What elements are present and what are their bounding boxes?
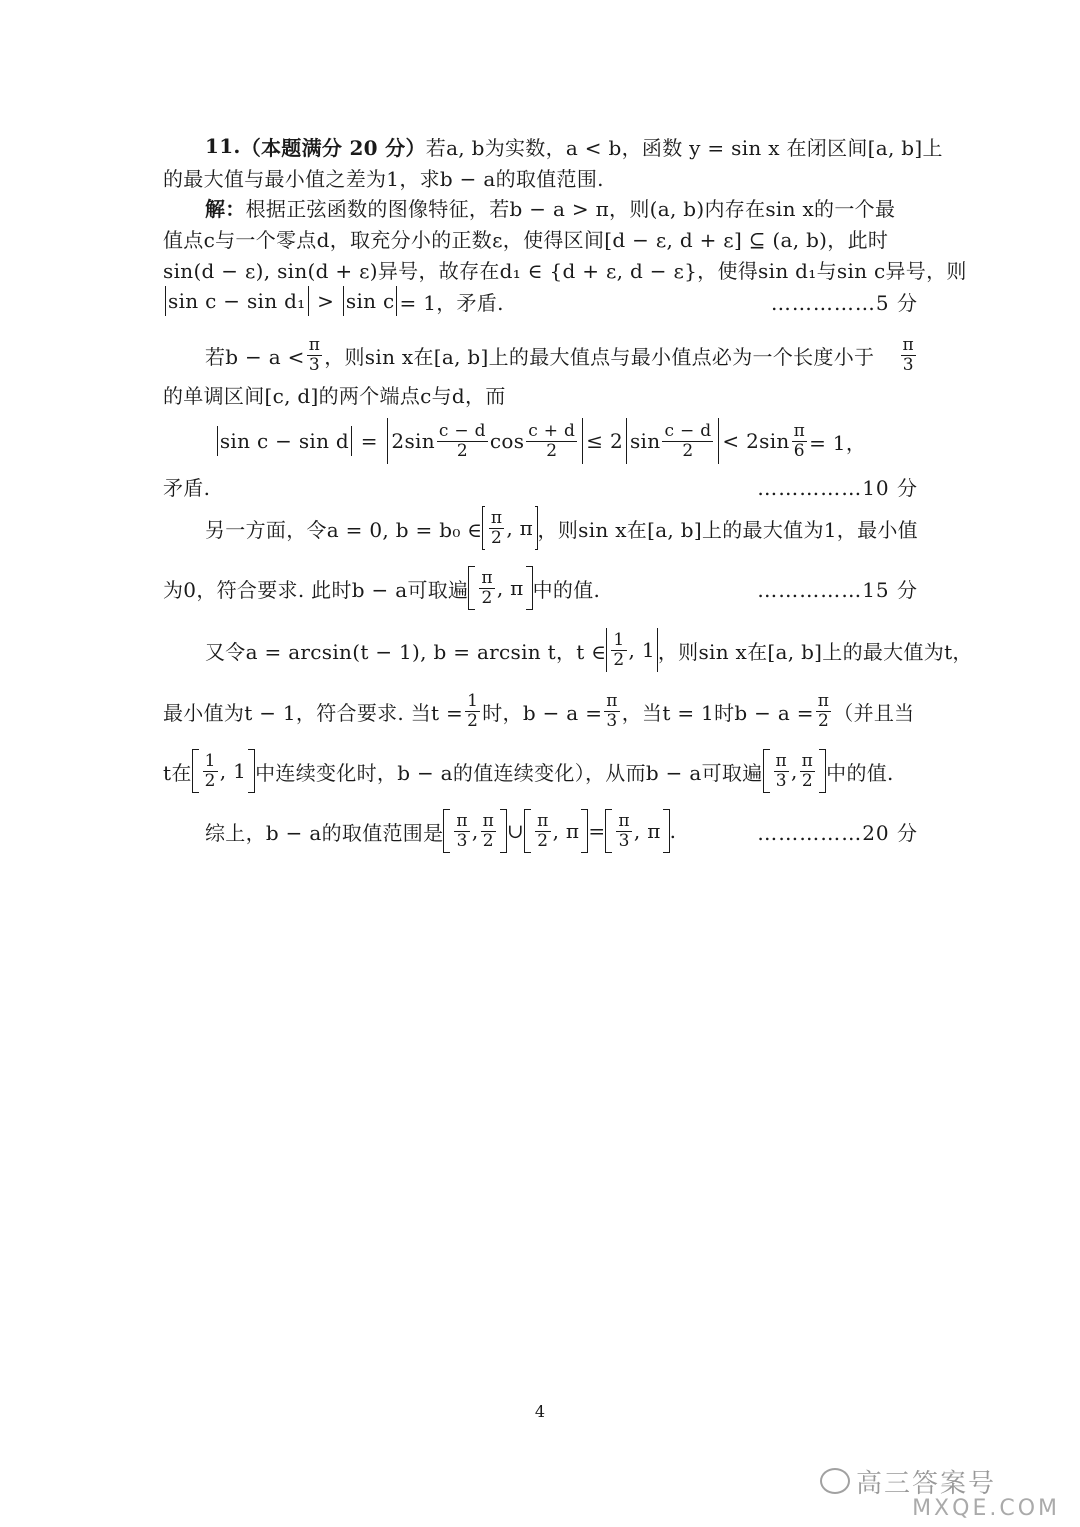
solution-text-2: 值点c与一个零点d，取充分小的正数ε，使得区间[d − ε, d + ε] ⊆ (a, b)，此时 [163,227,889,252]
watermark [820,1441,1060,1521]
abs-expr-1: sin c − sin d₁ [168,289,306,313]
solution-line-8: 另一方面，令a = 0, b = b₀ ∈ $\frac{\pi}{2}$ , π ，则sin x在[a, b]上的最大值为1，最小值 [205,503,918,553]
solution-label: 解： [205,196,246,221]
abs-expr-2: sin c [345,289,395,313]
display-equation: sin c − sin d = 2sin $\frac{c - d}{2}$ cos $\frac{c + d}{2}$ ≤ 2 sin $\frac{c - d}{2}$ < 2sin $\frac{\pi}{6}$ = 1， [163,412,918,470]
page-number: 4 [534,1402,546,1421]
problem-points: （本题满分 20 分） [240,135,426,160]
problem-text-2: 的最大值与最小值之差为1，求b − a的取值范围. [163,166,604,191]
solution-line-13: 综上，b − a的取值范围是 $\frac{\pi}{3}$ , $\frac{\pi}{2}$ ∪ $\frac{\pi}{2}$ , π = $\frac{\pi}{3}$ , π . ……………20 分 [205,806,918,856]
solution-line-11: 最小值为t − 1，符合要求. 当t = $\frac{1}{2}$ 时，b − a = $\frac{\pi}{3}$ ，当t = 1时b − a = $\frac{\pi}{2}$ （并且当 [163,690,915,731]
problem-text-1: 若a, b为实数，a < b，函数 y = sin x 在闭区间[a, b]上 [425,135,943,160]
watermark-text: 高三答案号 [856,1468,997,1499]
fraction-pi-3: $\frac{\pi}{3}$ [308,334,321,375]
solution-text-1: 根据正弦函数的图像特征，若b − a > π，则(a, b)内存在sin x的一个最 [245,196,896,221]
wechat-icon [820,1468,850,1494]
solution-text-4: = 1，矛盾. [399,290,504,315]
score-10: ……………10 分 [757,475,918,500]
solution-line-10: 又令a = arcsin(t − 1), b = arcsin t，t ∈ $\frac{1}{2}$ , 1 ，则sin x在[a, b]上的最大值为t， [205,625,918,675]
fraction-pi-3: $\frac{\pi}{3}$ [902,334,914,375]
solution-line-4: sin c − sin d₁ > sin c = 1，矛盾. ……………5 分 [163,279,918,323]
solution-line-6: 的单调区间[c, d]的两个端点c与d，而 [163,383,506,408]
solution-line-12: t在 $\frac{1}{2}$ , 1 中连续变化时，b − a的值连续变化），从而b − a可取遍 $\frac{\pi}{3}$ , $\frac{\pi}{2}$ 中的值. [163,746,918,796]
score-20: ……………20 分 [757,820,918,845]
score-15: ……………15 分 [757,577,918,602]
solution-text-3: sin(d − ε), sin(d + ε)异号，故存在d₁ ∈ {d + ε, d − ε}，使得sin d₁与sin c异号，则 [163,258,967,283]
solution-line-5: 若b − a < $\frac{\pi}{3}$ ，则sin x在[a, b]上的最大值点与最小值点必为一个长度小于 $\frac{\pi}{3}$ [205,334,914,375]
score-5: ……………5 分 [770,290,918,315]
solution-line-9: 为0，符合要求. 此时b − a可取遍 $\frac{\pi}{2}$ , π 中的值. ……………15 分 [163,563,918,613]
problem-number: 11. [205,134,241,158]
solution-line-7: 矛盾. ……………10 分 [163,464,918,508]
watermark-url: MXQE.COM [912,1496,1060,1521]
